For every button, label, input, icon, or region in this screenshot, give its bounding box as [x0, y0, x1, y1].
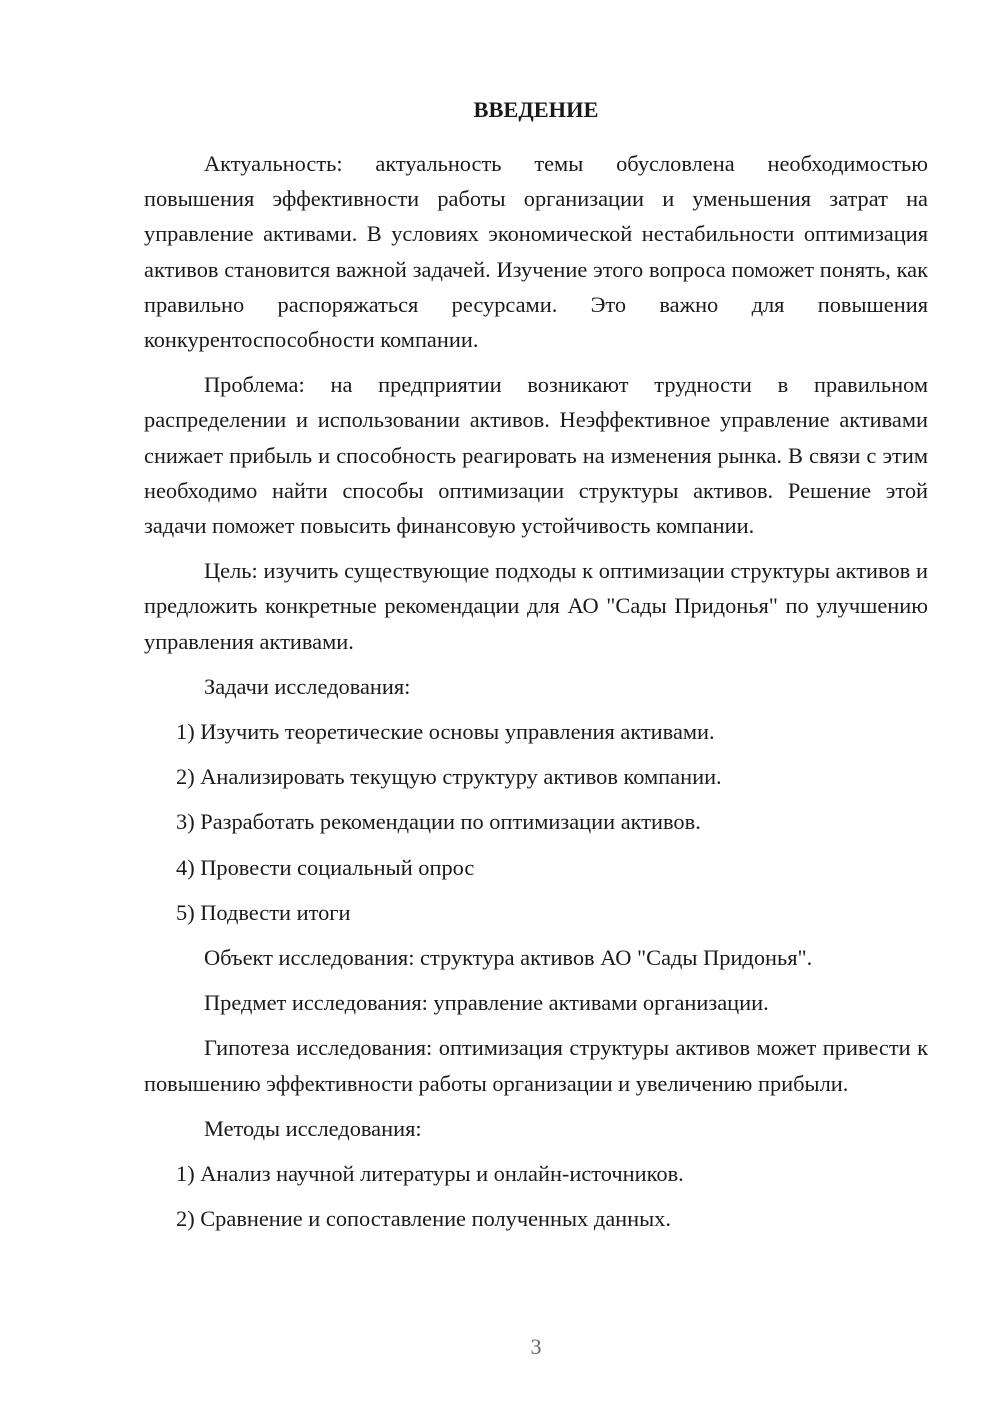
- list-item: 2) Анализировать текущую структуру активов компании.: [176, 764, 722, 790]
- object-line: Объект исследования: структура активов АО "Сады Придонья".: [204, 944, 813, 970]
- list-item: 4) Провести социальный опрос: [176, 854, 475, 880]
- methods-list: [144, 1156, 928, 1236]
- tasks-heading: Задачи исследования:: [204, 673, 411, 699]
- list-item: 3) Разработать рекомендации по оптимизации активов.: [176, 809, 701, 835]
- page-body: [144, 92, 928, 1246]
- problem-paragraph: Проблема: на предприятии возникают трудности в правильном распределении и использовании активов. Неэффективное управление активами снижает прибыль и способность реагировать на изменения рынка. В связи с этим необходимо найти способы оптимизации структуры активов. Решение этой задачи поможет повысить финансовую устойчивость компании.: [144, 372, 928, 539]
- goal-paragraph: Цель: изучить существующие подходы к оптимизации структуры активов и предложить конкретные рекомендации для АО "Сады Придонья" по улучшению управления активами.: [144, 558, 928, 654]
- relevance-paragraph: Актуальность: актуальность темы обусловлена необходимостью повышения эффективности работы организации и уменьшения затрат на управление активами. В условиях экономической нестабильности оптимизация активов становится важной задачей. Изучение этого вопроса поможет понять, как правильно распоряжаться ресурсами. Это важно для повышения конкурентоспособности компании.: [144, 151, 928, 353]
- methods-heading: Методы исследования:: [204, 1115, 422, 1141]
- section-title: ВВЕДЕНИЕ: [473, 97, 599, 122]
- hypothesis-paragraph: Гипотеза исследования: оптимизация структуры активов может привести к повышению эффективности работы организации и увеличению прибыли.: [144, 1035, 928, 1096]
- list-item: 2) Сравнение и сопоставление полученных данных.: [176, 1206, 671, 1232]
- list-item: 5) Подвести итоги: [176, 899, 351, 925]
- tasks-list: [144, 714, 928, 930]
- page-number: 3: [530, 1334, 542, 1359]
- list-item: 1) Анализ научной литературы и онлайн-источников.: [176, 1160, 684, 1186]
- list-item: 1) Изучить теоретические основы управления активами.: [176, 719, 715, 745]
- subject-line: Предмет исследования: управление активами организации.: [204, 990, 769, 1016]
